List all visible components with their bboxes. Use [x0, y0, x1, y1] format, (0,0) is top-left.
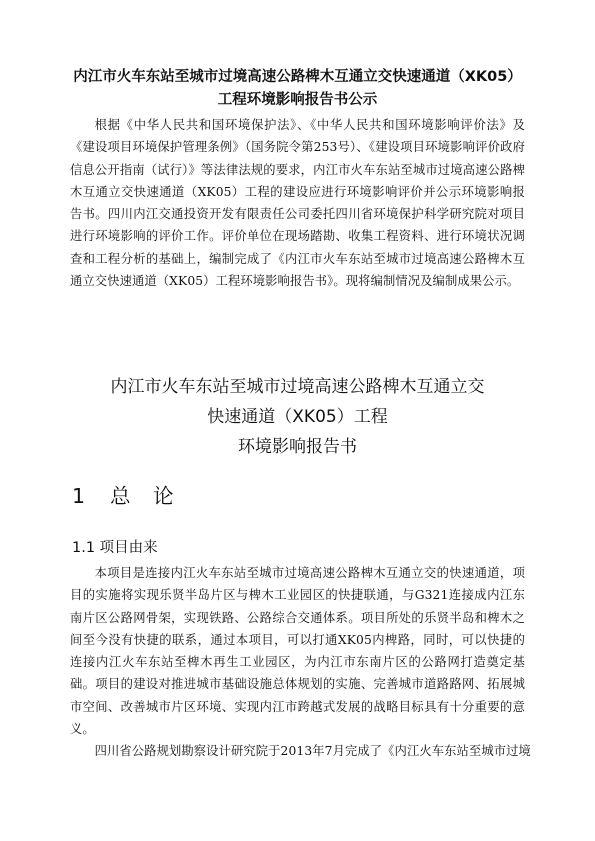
chapter-heading	[72, 483, 175, 509]
section-heading: 1.1 项目由来	[72, 540, 158, 556]
chapter-title: 总 论	[110, 484, 175, 508]
notice-title-line-1: 内江市火车东站至城市过境高速公路椑木互通立交快速通道（XK05）	[73, 69, 522, 85]
section-paragraph-1: 本项目是连接内江火车东站至城市过境高速公路椑木互通立交的快速通道，项目的实施将实现乐贤半岛片区与椑木工业园区的快捷联通，与G321连接成内江东南片区公路网骨架，实现铁路、公路综合交通体系。项目所处的乐贤半岛和椑木之间至今没有快捷的联系，通过本项目，可以打通XK05内椑路，同时，可以快捷的连接内江火车东站至椑木再生工业园区，为内江市东南片区的公路网打造奠定基础。项目的建设对推进城市基础设施总体规划的实施、完善城市道路路网、拓展城市空间、改善城市片区环境、实现内江市跨越式发展的战略目标具有十分重要的意义。	[70, 566, 525, 737]
notice-title-line-2: 工程环境影响报告书公示	[217, 92, 378, 108]
section-paragraph-2: 四川省公路规划勘察设计研究院于2013年7月完成了《内江火车东站至城市过境	[94, 744, 531, 758]
report-title-line-3: 环境影响报告书	[238, 437, 357, 457]
notice-paragraph: 根据《中华人民共和国环境保护法》、《中华人民共和国环境影响评价法》及《建设项目环境保护管理条例》（国务院令第253号）、《建设项目环境影响评价政府信息公开指南（试行）》等法律法规的要求，内江市火车东站至城市过境高速公路椑木互通立交快速通道（XK05）工程的建设应进行环境影响评价并公示环境影响报告书。四川内江交通投资开发有限责任公司委托四川省环境保护科学研究院对项目进行环境影响的评价工作。评价单位在现场踏勘、收集工程资料、进行环境状况调查和工程分析的基础上，编制完成了《内江市火车东站至城市过境高速公路椑木互通立交快速通道（XK05）工程环境影响报告书》。现将编制情况及编制成果公示。	[70, 118, 525, 289]
report-title-line-1: 内江市火车东站至城市过境高速公路椑木互通立交	[110, 377, 485, 397]
report-title-line-2: 快速通道（XK05）工程	[207, 407, 388, 427]
chapter-number: 1	[72, 484, 87, 508]
